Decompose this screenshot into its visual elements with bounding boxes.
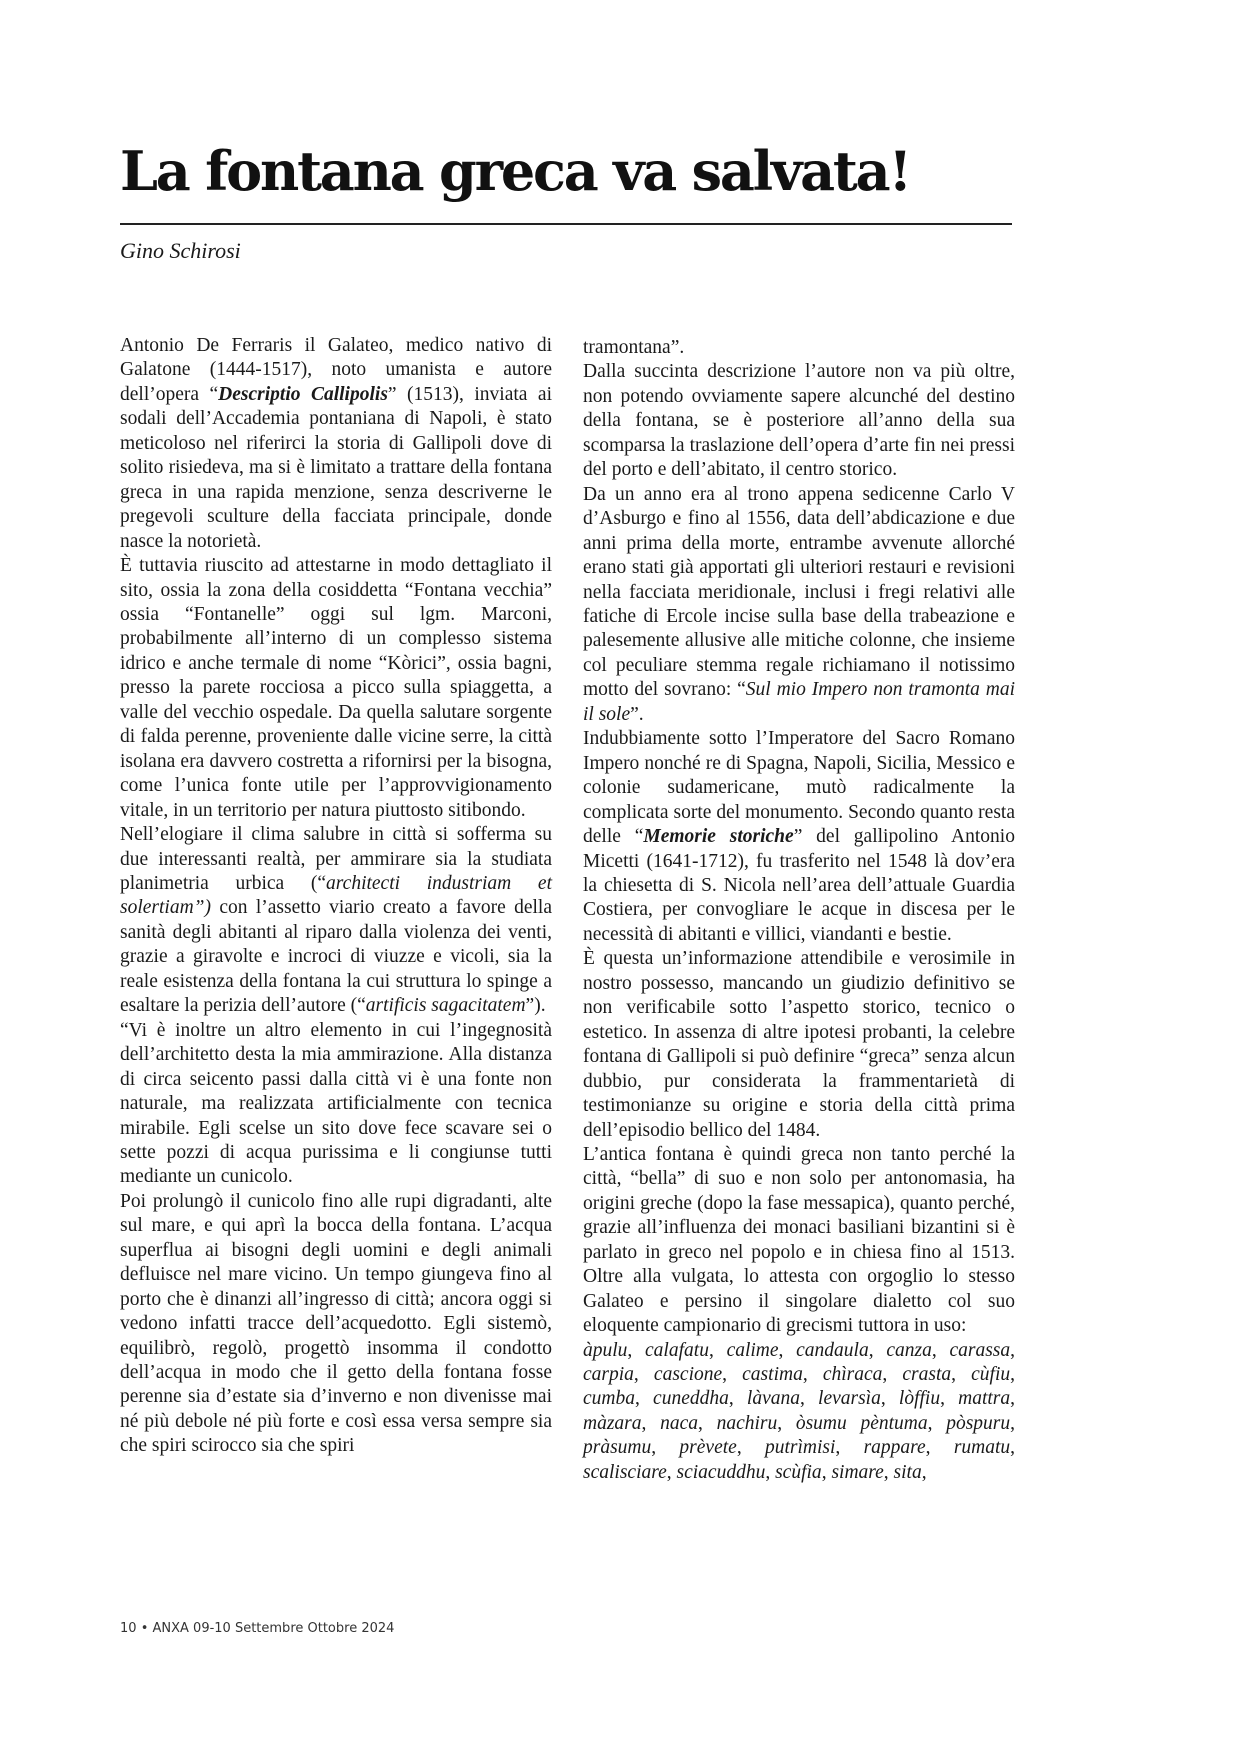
text-run: cascione	[653, 1364, 723, 1386]
text-run: canza	[886, 1339, 932, 1361]
text-run: architecti industriam et solertiam”)	[120, 872, 553, 919]
text-run: Antonio De Ferraris il Galateo, medico nativo di Galatone (1444-1517), noto umanista e autore dell’opera “	[120, 335, 552, 405]
footer-separator: •	[140, 1621, 149, 1636]
publication-info: ANXA 09-10 Settembre Ottobre 2024	[152, 1621, 395, 1636]
text-run: ,	[698, 1412, 717, 1434]
text-run: crasta	[902, 1364, 952, 1386]
paragraph	[120, 554, 552, 823]
paragraph	[583, 1339, 1015, 1486]
text-run: cùfiu	[971, 1364, 1011, 1386]
text-run: ,	[778, 1339, 797, 1361]
text-column-left	[120, 334, 552, 1459]
paragraph	[583, 727, 1015, 947]
text-run: ,	[940, 1388, 959, 1410]
text-run: ,	[882, 1364, 903, 1386]
text-run: levarsìa	[818, 1388, 881, 1410]
paragraph	[120, 823, 552, 1019]
text-run: nachiru	[716, 1412, 778, 1434]
text-run: tramontana”.	[583, 337, 685, 358]
text-run: ,	[635, 1388, 654, 1410]
text-run: sciacuddhu	[676, 1461, 766, 1483]
text-run: ,	[708, 1339, 727, 1361]
text-run: ,	[641, 1412, 661, 1434]
text-run: ” del gallipolino Antonio Micetti (1641-1712), fu trasferito nel 1548 là dov’era la chiesetta di S. Nicola nell’area dell’attuale Guardia Costiera, per convogliare le acque in discesa per le necessità di abitanti e villici, viandanti e bestie.	[583, 826, 1015, 945]
text-run: naca	[660, 1412, 698, 1434]
title-divider	[120, 223, 1012, 225]
paragraph	[583, 1143, 1015, 1339]
text-run: màzara	[583, 1412, 642, 1434]
text-run: scùfia	[775, 1461, 822, 1483]
text-run: È questa un’informazione attendibile e verosimile in nostro possesso, mancando un giudizio definitivo se non verificabile sotto l’aspetto storico, tecnico o estetico. In assenza di altre ipotesi probanti, la celebre fontana di Gallipoli si può definire “greca” senza alcun dubbio, pur considerata la frammentarietà di testimonianze su origine e storia della città prima dell’episodio bellico del 1484.	[583, 948, 1015, 1141]
paragraph	[583, 483, 1015, 728]
page-number: 10	[120, 1621, 137, 1636]
text-run: ,	[883, 1461, 894, 1483]
text-run: cumba	[583, 1388, 635, 1410]
text-run: ,	[666, 1461, 677, 1483]
text-run: ” (1513), inviata ai sodali dell’Accademia pontaniana di Napoli, è stato meticoloso nel riferirci la storia di Gallipoli dove di solito risiedeva, ma si è limitato a trattare della fontana greca in una rapida menzione, senza descriverne le pregevoli sculture della facciata principale, donde nasce la notorietà.	[120, 383, 552, 552]
text-run: ,	[951, 1364, 972, 1386]
text-run: “Vi è inoltre un altro elemento in cui l’ingegnosità dell’architetto desta la mia ammirazione. Alla distanza di circa seicento passi dalla città vi è una fonte non naturale, ma realizzata artificialmente con tecnica mirabile. Egli scelse un sito dove fece scavare sei o sette pozzi di acqua purissima e li congiunse tutti mediante un cunicolo.	[120, 1019, 552, 1188]
text-run: ,	[1010, 1339, 1015, 1361]
text-run: Sul mio Impero non tramonta mai il sole	[583, 679, 1015, 725]
text-run: ,	[921, 1461, 927, 1483]
text-run: Descriptio Callipolis	[218, 383, 388, 405]
text-run: Nell’elogiare il clima salubre in città si sofferma su due interessanti realtà, per ammirare sia la studiata planimetria urbica (“	[120, 824, 552, 894]
article-author: Gino Schirosi	[120, 238, 241, 263]
page-footer	[120, 1620, 394, 1638]
text-run: simare	[831, 1461, 884, 1483]
text-run: L’antica fontana è quindi greca non tanto perché la città, “bella” di suo e non solo per antonomasia, ha origini greche (dopo la fase messapica), quanto perché, grazie all’influenza dei monaci basiliani bizantini si è parlato in greco nel popolo e in chiesa fino al 1513. Oltre alla vulgata, lo attesta con orgoglio lo stesso Galateo e persino il singolare dialetto col suo eloquente campionario di grecismi tuttora in uso:	[583, 1143, 1015, 1337]
text-run: ,	[728, 1388, 747, 1410]
text-run: calime	[726, 1339, 779, 1361]
text-run: ,	[927, 1412, 947, 1434]
text-run: ,	[1010, 1388, 1016, 1410]
text-run: ,	[880, 1388, 899, 1410]
text-run: ,	[736, 1437, 765, 1459]
text-run: ”).	[525, 995, 546, 1017]
paragraph	[583, 360, 1015, 482]
text-run: ,	[802, 1364, 823, 1386]
text-run: rumatu	[953, 1437, 1011, 1459]
text-run: rappare	[863, 1437, 926, 1459]
text-run: carassa	[949, 1339, 1011, 1361]
text-run: sita	[893, 1461, 922, 1483]
text-run: pràsumu	[583, 1437, 652, 1459]
text-run: ,	[1010, 1437, 1016, 1459]
text-run: prèvete	[679, 1437, 737, 1459]
paragraph	[120, 1190, 552, 1459]
text-run: Da un anno era al trono appena sedicenne Carlo V d’Asburgo e fino al 1556, data dell’abdicazione e due anni prima della morte, entrambe avvenute allorché erano stati già apportati gli ulteriori restauri e revisioni nella facciata meridionale, inclusi i fregi relativi alle fatiche di Ercole incise sulla base della trabeazione e palesemente allusive alle mitiche colonne, che insieme col peculiare stemma regale richiamano il notissimo motto del sovrano: “	[583, 483, 1015, 701]
text-run: Dalla succinta descrizione l’autore non va più oltre, non potendo ovviamente sapere alcunché del destino della fontana, se è posteriore all’anno della sua scomparsa la traslazione dell’opera d’arte fin nei pressi del porto e dell’abitato, il centro storico.	[583, 361, 1015, 481]
text-run: ,	[1010, 1412, 1015, 1434]
text-run: ,	[777, 1412, 796, 1434]
text-run: ,	[835, 1437, 864, 1459]
text-run: ,	[633, 1364, 654, 1386]
text-run: Poi prolungò il cunicolo fino alle rupi digradanti, alte sul mare, e qui aprì la bocca della fontana. L’acqua superflua ai bisogni degli uomini e degli animali defluisce nel mare vicino. Un tempo giungeva fino al porto che è dinanzi all’ingresso di città; ancora oggi si vedono infatti tracce dell’acquedotto. Egli sistemò, equilibrò, regolò, progettò insomma il condotto dell’acqua in modo che il getto della fontana fosse perenne sia d’estate sia d’inverno e non divenisse mai né più debole né più forte e così essa versa sempre sia che spiri scirocco sia che spiri	[120, 1190, 552, 1457]
text-run: ,	[868, 1339, 887, 1361]
text-run: àpulu	[583, 1339, 628, 1361]
text-run: làvana	[746, 1388, 800, 1410]
text-run: ,	[925, 1437, 954, 1459]
article-title: La fontana greca va salvata!	[120, 139, 910, 203]
text-run: carpia	[583, 1364, 634, 1386]
text-run: artificis sagacitatem	[365, 995, 526, 1017]
text-run: mattra	[958, 1388, 1011, 1410]
paragraph	[583, 947, 1015, 1143]
text-run: òsumu pèntuma	[795, 1412, 928, 1434]
text-run: putrìmisi	[764, 1437, 836, 1459]
text-run: È tuttavia riuscito ad attestarne in modo dettagliato il sito, ossia la zona della cosiddetta “Fontana vecchia” ossia “Fontanelle” oggi sul lgm. Marconi, probabilmente all’interno di un complesso sistema idrico e anche termale di nome “Kòrici”, ossia bagni, presso la parete rocciosa a picco sulla spiaggetta, a valle del vecchio ospedale. Da quella salutare sorgente di falda perenne, proveniente dalle vicine serre, la città isolana era davvero costretta a rifornirsi per la bisogna, come l’unica fonte utile per l’approvvigionamento vitale, in un territorio per natura piuttosto sitibondo.	[120, 555, 552, 821]
text-run: Memorie storiche	[643, 826, 794, 848]
paragraph	[583, 336, 1015, 360]
paragraph	[120, 334, 552, 554]
text-run: calafatu	[645, 1339, 709, 1361]
text-run: ,	[651, 1437, 680, 1459]
text-run: Indubbiamente sotto l’Imperatore del Sacro Romano Impero nonché re di Spagna, Napoli, Sicilia, Messico e colonie sudamericane, mutò radicalmente la complicata sorte del monumento. Secondo quanto resta delle “	[583, 728, 1015, 848]
text-column-right	[583, 336, 1015, 1485]
text-run: ,	[821, 1461, 832, 1483]
text-run: ,	[627, 1339, 646, 1361]
text-run: lòffiu	[898, 1388, 941, 1410]
text-run: pòspuru	[946, 1412, 1011, 1434]
text-run: ,	[1010, 1364, 1016, 1386]
text-run: candaula	[796, 1339, 869, 1361]
text-run: ,	[799, 1388, 819, 1410]
text-run: scalisciare	[583, 1461, 667, 1483]
text-run: ,	[765, 1461, 776, 1483]
text-run: cuneddha	[653, 1388, 729, 1410]
text-run: ,	[931, 1339, 950, 1361]
text-run: chìraca	[822, 1364, 883, 1386]
text-run: con l’assetto viario creato a favore della sanità degli abitanti al riparo dalla violenza dei venti, grazie a giravolte e incroci di viuzze e vicoli, sia la reale esistenza della fontana la cui struttura lo spinge a esaltare la perizia dell’autore (“	[120, 897, 552, 1017]
paragraph	[120, 1019, 552, 1190]
text-run: ,	[722, 1364, 743, 1386]
text-run: ”.	[630, 703, 644, 725]
text-run: castima	[742, 1364, 803, 1386]
